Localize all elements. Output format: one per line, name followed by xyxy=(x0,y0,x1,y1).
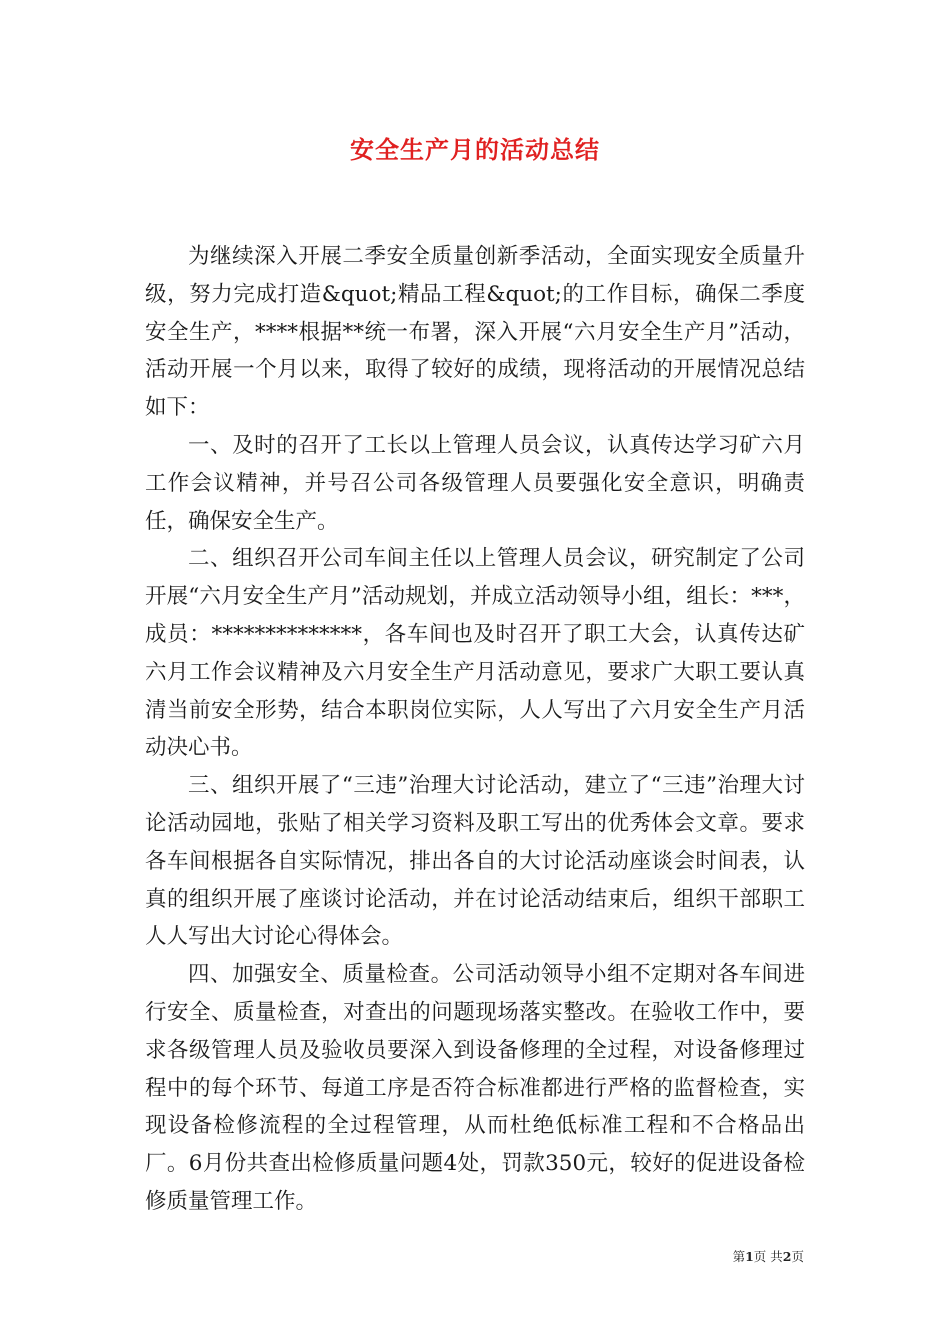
document-title: 安全生产月的活动总结 xyxy=(350,136,600,164)
paragraph-4: 四、加强安全、质量检查。公司活动领导小组不定期对各车间进行安全、质量检查，对查出的问题现场落实整改。在验收工作中，要求各级管理人员及验收员要深入到设备修理的全过程，对设备修理过程中的每个环节、每道工序是否符合标准都进行严格的监督检查，实现设备检修流程的全过程管理，从而杜绝低标准工程和不合格品出厂。6月份共查出检修质量问题4处，罚款350元，较好的促进设备检修质量管理工作。 xyxy=(145,962,805,1214)
document-body xyxy=(145,238,805,1221)
paragraph-1: 一、及时的召开了工长以上管理人员会议，认真传达学习矿六月工作会议精神，并号召公司各级管理人员要强化安全意识，明确责任，确保安全生产。 xyxy=(145,432,805,534)
footer-total-pages: 2 xyxy=(782,1249,792,1264)
paragraph-2: 二、组织召开公司车间主任以上管理人员会议，研究制定了公司开展“六月安全生产月”活动规划，并成立活动领导小组，组长：***，成员：**************，各车间也及时召开了职工大会，认真传达矿六月工作会议精神及六月安全生产月活动意见，要求广大职工要认真清当前安全形势，结合本职岗位实际，人人写出了六月安全生产月活动决心书。 xyxy=(145,546,805,761)
paragraph-3: 三、组织开展了“三违”治理大讨论活动，建立了“三违”治理大讨论活动园地，张贴了相关学习资料及职工写出的优秀体会文章。要求各车间根据各自实际情况，排出各自的大讨论活动座谈会时间表，认真的组织开展了座谈讨论活动，并在讨论活动结束后，组织干部职工人人写出大讨论心得体会。 xyxy=(145,773,805,950)
footer-prefix: 第 xyxy=(732,1249,746,1264)
intro-paragraph: 为继续深入开展二季安全质量创新季活动，全面实现安全质量升级，努力完成打造&quot;精品工程&quot;的工作目标，确保二季度安全生产，****根据**统一布署，深入开展“六月安全生产月”活动，活动开展一个月以来，取得了较好的成绩，现将活动的开展情况总结如下： xyxy=(145,244,805,421)
footer-current-page: 1 xyxy=(745,1249,754,1264)
page-number-footer xyxy=(733,1247,804,1265)
footer-middle: 页 共 xyxy=(753,1249,783,1264)
footer-suffix: 页 xyxy=(791,1249,804,1264)
